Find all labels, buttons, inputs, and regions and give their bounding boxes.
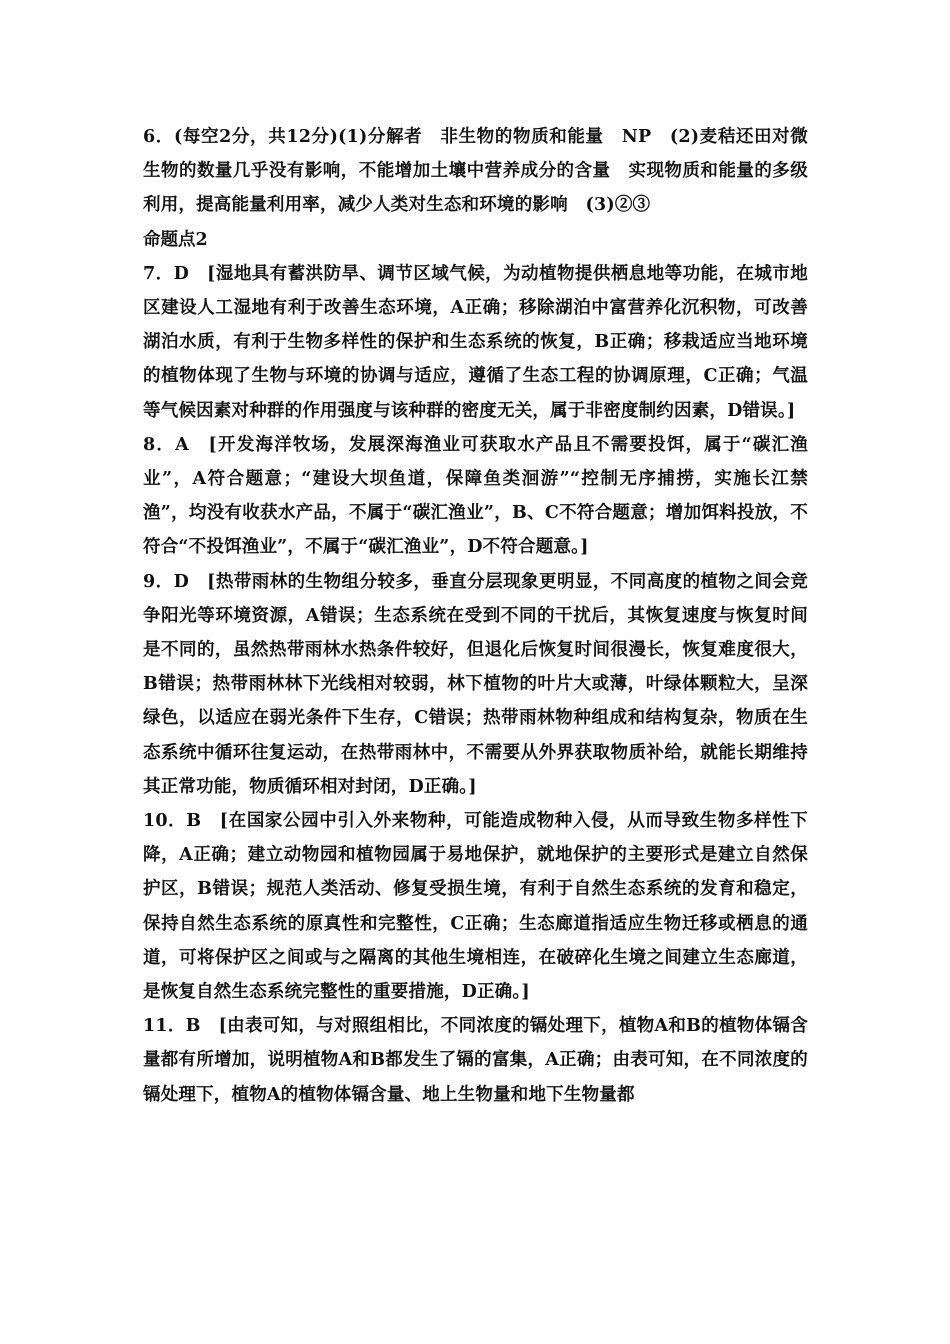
answer-7: 7．D [湿地具有蓄洪防旱、调节区域气候，为动植物提供栖息地等功能，在城市地区建设人工湿地有利于改善生态环境，A正确；移除湖泊中富营养化沉积物，可改善湖泊水质，有利于生物多样性的保护和生态系统的恢复，B正确；移栽适应当地环境的植物体现了生物与环境的协调与适应，遵循了生态工程的协调原理，C正确；气温等气候因素对种群的作用强度与该种群的密度无关，属于非密度制约因素，D错误。] <box>143 263 808 421</box>
document-page <box>143 120 808 1112</box>
section-heading-2: 命题点2 <box>143 229 208 250</box>
answer-11: 11．B [由表可知，与对照组相比，不同浓度的镉处理下，植物A和B的植物体镉含量都有所增加，说明植物A和B都发生了镉的富集，A正确；由表可知，在不同浓度的镉处理下，植物A的植物体镉含量、地上生物量和地下生物量都 <box>143 1016 808 1105</box>
answer-10: 10．B [在国家公园中引入外来物种，可能造成物种入侵，从而导致生物多样性下降，A正确；建立动物园和植物园属于易地保护，就地保护的主要形式是建立自然保护区，B错误；规范人类活动、修复受损生境，有利于自然生态系统的发育和稳定，保持自然生态系统的原真性和完整性，C正确；生态廊道指适应生物迁移或栖息的通道，可将保护区之间或与之隔离的其他生境相连，在破碎化生境之间建立生态廊道，是恢复自然生态系统完整性的重要措施，D正确。] <box>143 811 808 1003</box>
answer-9: 9．D [热带雨林的生物组分较多，垂直分层现象更明显，不同高度的植物之间会竞争阳光等环境资源，A错误；生态系统在受到不同的干扰后，其恢复速度与恢复时间是不同的，虽然热带雨林水热条件较好，但退化后恢复时间很漫长，恢复难度很大，B错误；热带雨林林下光线相对较弱，林下植物的叶片大或薄，叶绿体颗粒大，呈深绿色，以适应在弱光条件下生存，C错误；热带雨林物种组成和结构复杂，物质在生态系统中循环往复运动，在热带雨林中，不需要从外界获取物质补给，就能长期维持其正常功能，物质循环相对封闭，D正确。] <box>143 571 808 797</box>
answer-6: 6．(每空2分，共12分)(1)分解者 非生物的物质和能量 NP (2)麦秸还田对微生物的数量几乎没有影响，不能增加土壤中营养成分的含量 实现物质和能量的多级利用，提高能量利用率，减少人类对生态和环境的影响 (3)②③ <box>143 127 808 216</box>
answer-8: 8．A [开发海洋牧场，发展深海渔业可获取水产品且不需要投饵，属于“碳汇渔业”，A符合题意；“建设大坝鱼道，保障鱼类洄游”“控制无序捕捞，实施长江禁渔”，均没有收获水产品，不属于“碳汇渔业”，B、C不符合题意；增加饵料投放，不符合“不投饵渔业”，不属于“碳汇渔业”，D不符合题意。] <box>143 434 808 558</box>
